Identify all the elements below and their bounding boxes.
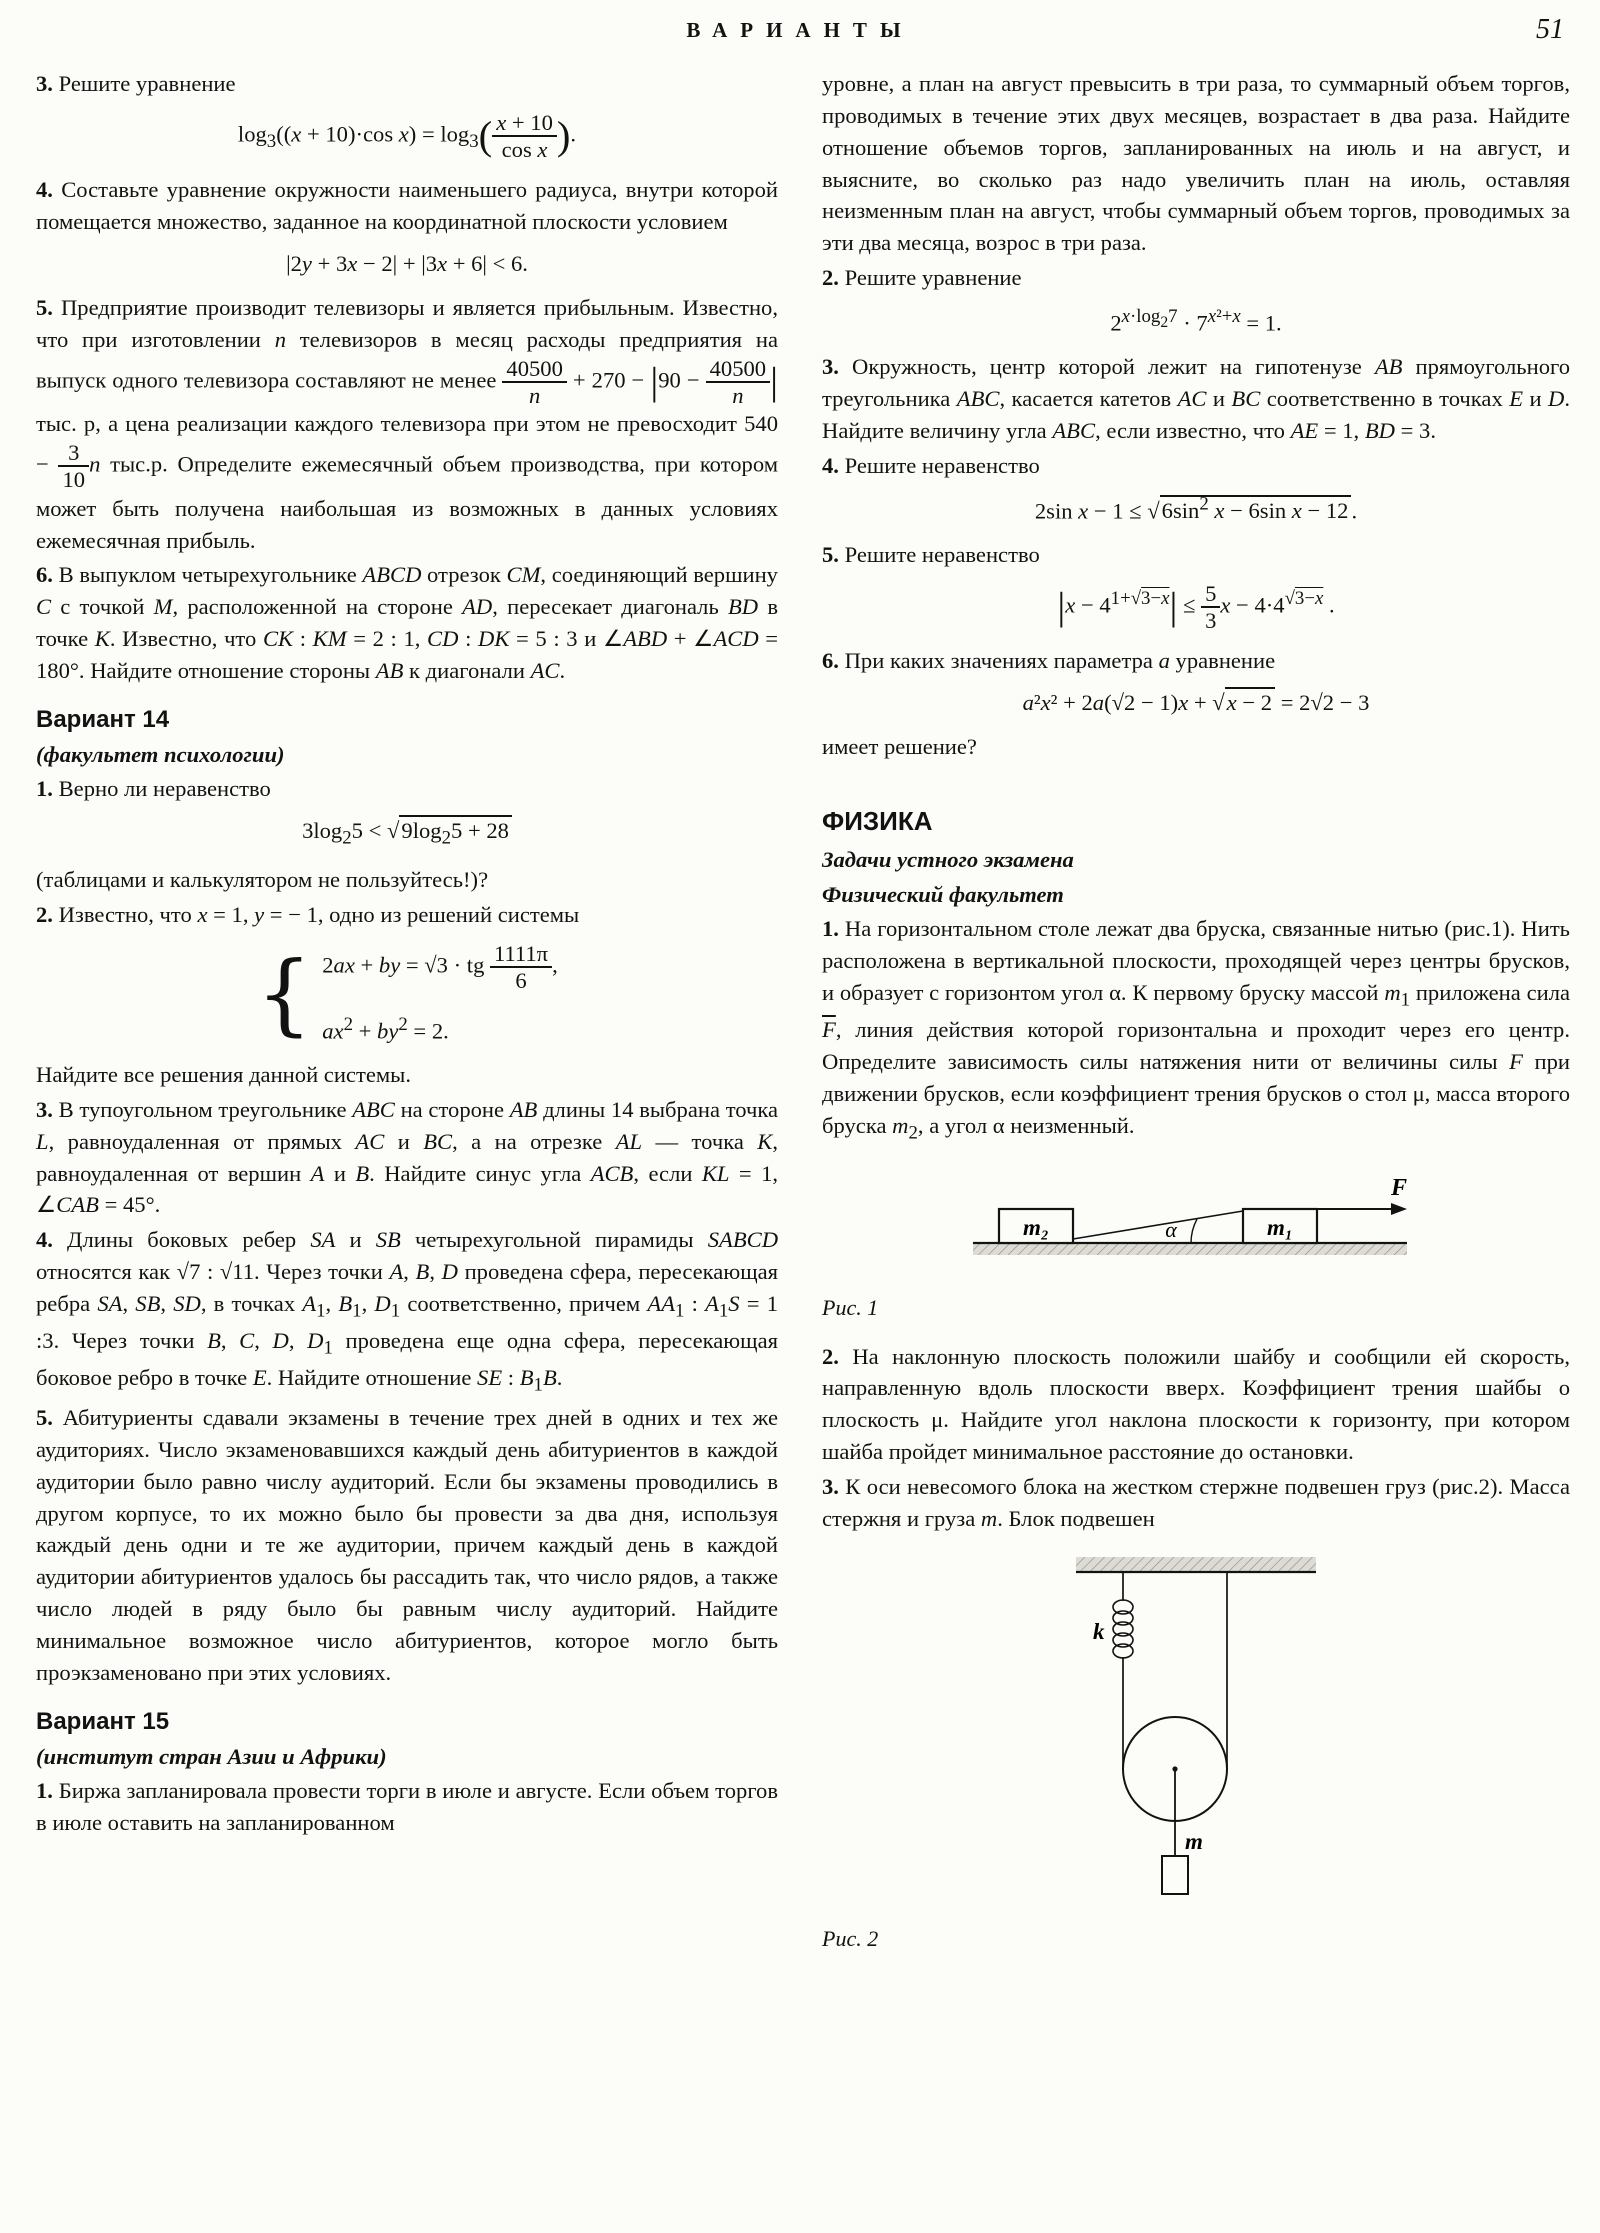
mass-label: m xyxy=(1185,1828,1203,1854)
system-equation-1: 2ax + by = √3 · tg $\frac{1111\pi}{6}$ , xyxy=(322,941,558,994)
v15-problem-6-note: имеет решение? xyxy=(822,734,977,760)
problem-5-statement: 5. Предприятие производит телевизоры и является прибыльным. Известно, что при изготовлении n телевизоров в месяц расходы предприятия на выпуск одного телевизора составляют не менее $\frac{40500}{n}$ + 270 − |90 − $\frac{40500}{n}$ | тыс. р, а цена реализации каждого телевизора при этом не превосходит 540 − $\frac{3}{10}$ n тыс.р. Определите ежемесячный объем производства, при котором может быть получена наибольшая из возможных в данных условиях ежемесячная прибыль. xyxy=(36,294,779,553)
mass-block xyxy=(1162,1856,1188,1894)
problem-3-statement: 3. Решите уравнение xyxy=(36,71,236,96)
force-label: F xyxy=(1390,1174,1408,1201)
variant-14-title: Вариант 14 xyxy=(36,705,170,733)
alpha-label: α xyxy=(1165,1216,1177,1242)
variant-15-title: Вариант 15 xyxy=(36,1707,170,1735)
system-equation-2: $ax^2 + by^2 = 2$. xyxy=(322,1013,449,1044)
v15-problem-3-statement: 3. Окружность, центр которой лежит на гипотенузе AB прямоугольного треугольника ABC, касается катетов AC и BC соответственно в точках E и D. Найдите величину угла ABC, если известно, что AE = 1, BD = 3. xyxy=(822,354,1570,443)
spring-coil xyxy=(1113,1600,1133,1614)
v14-problem-2-system xyxy=(36,941,778,1047)
v15-problem-1-continuation: уровне, а план на август превысить в три раза, то суммарный объем торгов, проводимых в течение этих двух месяцев, возрастает в два раза. Найдите отношение объемов торгов, запланированных на июль и на август, и выясните, во сколько раз надо увеличить план на июль, оставляя неизменным план на август, чтобы суммарный объем торгов, проводимых за эти два месяца, возрос в три раза. xyxy=(822,71,1570,256)
v14-problem-4-statement: 4. Длины боковых ребер SA и SB четырехугольной пирамиды SABCD относятся как √7 : √11. Через точки A, B, D проведена сфера, пересекающая ребра SA, SB, SD, в точках $A_1$, $B_1$, $D_1$ соответственно, причем $AA_1$ : $A_1S = 1$ :3. Через точки B, C, D, $D_1$ проведена еще одна сфера, пересекающая боковое ребро в точке E. Найдите отношение SE : $B_1B$. xyxy=(36,1227,779,1396)
v14-problem-3-statement: 3. В тупоугольном треугольнике ABC на стороне AB длины 14 выбрана точка L, равноудаленная от прямых AC и BC, а на отрезке AL — точка K, равноудаленная от вершин A и B. Найдите синус угла ACB, если KL = 1, ∠CAB = 45°. xyxy=(36,1096,779,1218)
physics-subtitle-2: Физический факультет xyxy=(822,881,1064,907)
physics-section-title: ФИЗИКА xyxy=(822,806,933,836)
v15-problem-6-statement: 6. При каких значениях параметра a уравнение xyxy=(822,648,1276,674)
block-m1-label: m₁ xyxy=(1267,1214,1293,1240)
v15-problem-6-formula: a²x² + 2a(√2 − 1)x + √x − 2 = 2√2 − 3 xyxy=(822,687,1570,719)
v15-problem-4-statement: 4. Решите неравенство xyxy=(822,452,1040,478)
problem-4-formula: |2y + 3x − 2| + |3x + 6| < 6. xyxy=(286,251,528,277)
v14-problem-1-note: (таблицами и калькулятором не пользуйтесь!)? xyxy=(36,867,489,893)
v14-problem-1-statement: 1. Верно ли неравенство xyxy=(36,776,271,802)
two-column-layout xyxy=(0,60,1600,1972)
v15-problem-1-statement: 1. Биржа запланировала провести торги в июле и августе. Если объем торгов в июле оставить на запланированном xyxy=(36,1778,778,1836)
v15-problem-4-formula: 2sin $x - 1 \le √6\sin^2$ x − 6sin x − 12 . xyxy=(1034,493,1358,524)
running-head: ВАРИАНТЫ xyxy=(686,18,914,42)
spring-coil xyxy=(1113,1644,1133,1658)
problem-6-statement: 6. В выпуклом четырехугольнике ABCD отрезок CM, соединяющий вершину C с точкой M, расположенной на стороне AD, пересекает диагональ BD в точке K. Известно, что CK : KM = 2 : 1, CD : DK = 5 : 3 и ∠ABD + ∠ACD = 180°. Найдите отношение стороны AB к диагонали AC. xyxy=(36,562,779,683)
block-m2-label: m₂ xyxy=(1023,1214,1049,1240)
variant-15-subtitle: (институт стран Азии и Африки) xyxy=(36,1743,387,1769)
figure-2-caption: Рис. 2 xyxy=(822,1926,879,1952)
figure-1-caption: Рис. 1 xyxy=(822,1294,879,1320)
spring-coil xyxy=(1113,1633,1133,1647)
v15-problem-2-formula: $2^{x\cdot log_27} \cdot 7^{x^2+x} = 1$. xyxy=(1110,305,1282,336)
figure-1-drawing xyxy=(961,1163,1431,1275)
system-equations xyxy=(322,941,558,1047)
system-brace: { xyxy=(256,941,313,1045)
table-hatching xyxy=(973,1244,1407,1255)
spring-coil xyxy=(1113,1622,1133,1636)
v14-problem-2-statement: 2. Известно, что x = 1, y = − 1, одно из решений системы xyxy=(36,902,580,928)
right-column xyxy=(822,68,1570,1972)
page-header-row xyxy=(0,0,1600,60)
figure-2 xyxy=(822,1551,1570,1916)
figure-1 xyxy=(822,1163,1570,1284)
equation-system xyxy=(256,941,558,1047)
v15-problem-5-formula: $|x - 4^{1+√3-x}|$ ≤ $\frac{5}{3}$ $x - 4\cdot 4^{√3-x}$ . xyxy=(1057,580,1335,634)
physics-problem-2-statement: 2. На наклонную плоскость положили шайбу и сообщили ей скорость, направленную вдоль плоскости вверх. Коэффициент трения шайбы о плоскость μ. Найдите угол наклона плоскости к горизонту, при котором шайба пройдет минимальное расстояние до остановки. xyxy=(822,1343,1570,1465)
v15-problem-2-statement: 2. Решите уравнение xyxy=(822,265,1022,291)
spring-coil xyxy=(1113,1611,1133,1625)
angle-arc xyxy=(1191,1219,1197,1243)
v14-problem-5-statement: 5. Абитуриенты сдавали экзамены в течение трех дней в одних и тех же аудиториях. Число экзаменовавшихся каждый день абитуриентов в каждой аудитории было равно числу аудиторий. Если бы экзамены проводились в другом корпусе, то их можно было бы провести за два дня, используя каждый день одни и те же аудитории, причем каждый день в каждой аудитории абитуриентов удалось бы рассадить так, что число рядов, а также число людей в ряду было бы равным числу аудиторий. Найдите минимальное возможное число абитуриентов, которое могло быть проэкзаменовано при этих условиях. xyxy=(36,1405,778,1685)
v15-problem-5-statement: 5. Решите неравенство xyxy=(822,542,1040,568)
force-arrow-head xyxy=(1391,1203,1407,1215)
physics-problem-3-statement: 3. К оси невесомого блока на жестком стержне подвешен груз (рис.2). Масса стержня и груза m. Блок подвешен xyxy=(822,1473,1570,1531)
figure-2-drawing xyxy=(1031,1551,1361,1907)
variant-14-subtitle: (факультет психологии) xyxy=(36,741,285,767)
problem-3-formula: $\log_3((x + 10)\cdot\cos$ $x) = \log_3$( $\frac{x + 10}{\text{cos x}}$ ). xyxy=(237,109,577,163)
physics-subtitle-1: Задачи устного экзамена xyxy=(822,846,1074,872)
page-number: 51 xyxy=(1536,14,1564,45)
spring-label: k xyxy=(1093,1618,1105,1644)
left-column xyxy=(36,68,778,1972)
v14-problem-1-formula: $3\log_25 < √9\log_25 + 28$ xyxy=(36,815,778,852)
problem-4-statement: 4. Составьте уравнение окружности наименьшего радиуса, внутри которой помещается множество, заданное на координатной плоскости условием xyxy=(36,177,778,235)
physics-problem-1-statement: 1. На горизонтальном столе лежат два бруска, связанные нитью (рис.1). Нить расположена в вертикальной плоскости, проходящей через центры брусков, и образует с горизонтом угол α. К первому бруску массой $m_1$ приложена сила $\overline{F}$, линия действия которой горизонтальна и проходит через его центр. Определите зависимость силы натяжения нити от величины силы F при движении брусков, если коэффициент трения брусков о стол μ, масса второго бруска $m_2$, а угол α неизменный. xyxy=(822,916,1570,1144)
thread-line xyxy=(1073,1211,1243,1239)
ceiling-hatching xyxy=(1076,1557,1316,1572)
v14-problem-2-note: Найдите все решения данной системы. xyxy=(36,1061,411,1087)
